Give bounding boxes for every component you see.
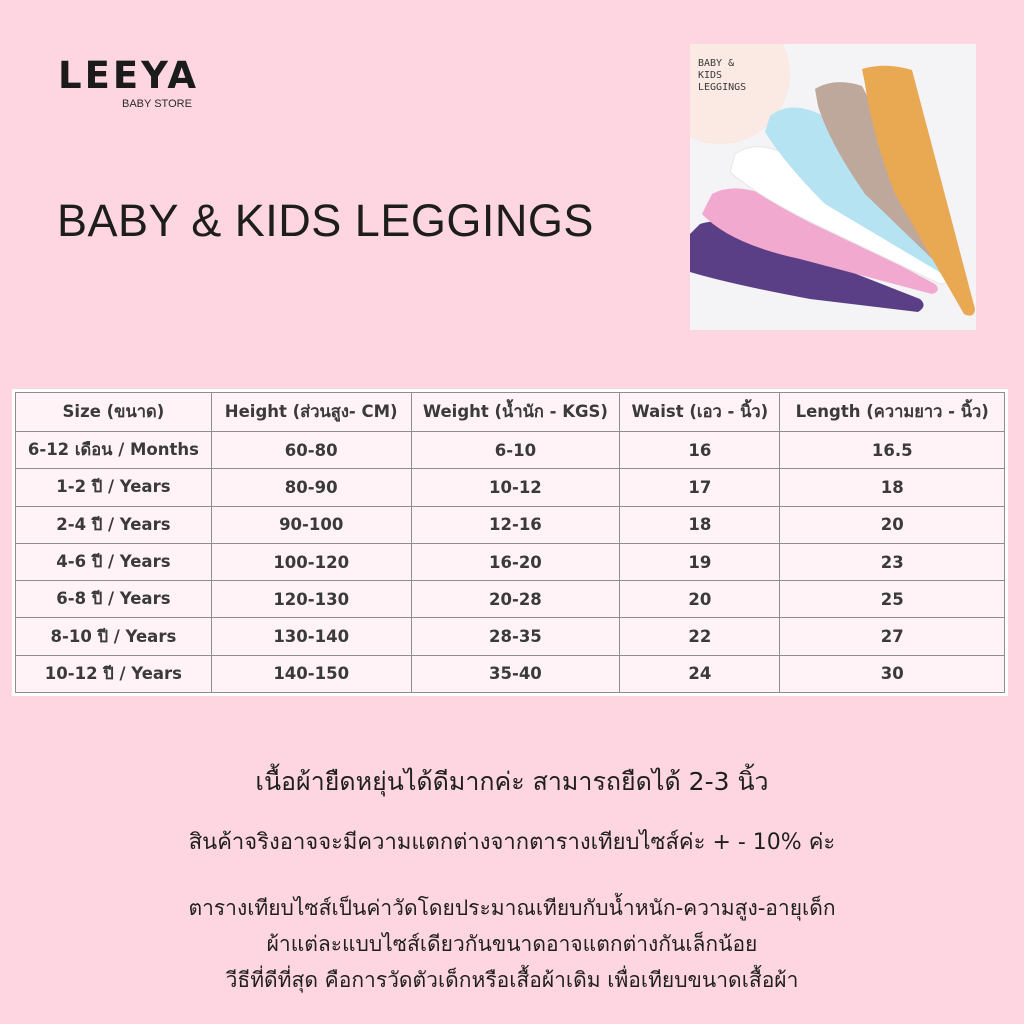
- size-cell: 10-12 ปี / Years: [16, 655, 212, 692]
- table-header-row: [16, 393, 1005, 432]
- height-cell: 60-80: [211, 432, 411, 469]
- waist-cell: 22: [620, 618, 780, 655]
- weight-cell: 16-20: [411, 543, 620, 580]
- column-header-weight: Weight (น้ำนัก - KGS): [411, 393, 620, 432]
- length-cell: 25: [780, 581, 1005, 618]
- size-cell: 1-2 ปี / Years: [16, 469, 212, 506]
- table-row: [16, 506, 1005, 543]
- column-header-length: Length (ความยาว - นิ้ว): [780, 393, 1005, 432]
- weight-cell: 10-12: [411, 469, 620, 506]
- measurement-note-line: วีธีที่ดีที่สุด คือการวัดตัวเด็กหรือเสื้อผ้าเดิม เพื่อเทียบขนาดเสื้อผ้า: [225, 968, 799, 992]
- size-cell: 6-12 เดือน / Months: [16, 432, 212, 469]
- variance-note: สินค้าจริงอาจจะมีความแตกต่างจากตารางเทียบไซส์ค่ะ + - 10% ค่ะ: [188, 830, 836, 855]
- weight-cell: 35-40: [411, 655, 620, 692]
- table-row: [16, 655, 1005, 692]
- measurement-note-line: ผ้าแต่ละแบบไซส์เดียวกันขนาดอาจแตกต่างกันเล็กน้อย: [266, 932, 758, 956]
- height-cell: 90-100: [211, 506, 411, 543]
- height-cell: 80-90: [211, 469, 411, 506]
- height-cell: 100-120: [211, 543, 411, 580]
- size-table: [15, 392, 1005, 693]
- page-title: BABY & KIDS LEGGINGS: [57, 195, 594, 246]
- length-cell: 16.5: [780, 432, 1005, 469]
- table-row: [16, 543, 1005, 580]
- waist-cell: 18: [620, 506, 780, 543]
- weight-cell: 12-16: [411, 506, 620, 543]
- column-header-waist: Waist (เอว - นิ้ว): [620, 393, 780, 432]
- brand-logo: [58, 52, 200, 110]
- weight-cell: 6-10: [411, 432, 620, 469]
- photo-caption: BABY & KIDS LEGGINGS: [698, 58, 747, 93]
- size-cell: 4-6 ปี / Years: [16, 543, 212, 580]
- column-header-height: Height (ส่วนสูง- CM): [211, 393, 411, 432]
- weight-cell: 20-28: [411, 581, 620, 618]
- length-cell: 30: [780, 655, 1005, 692]
- length-cell: 23: [780, 543, 1005, 580]
- table-row: [16, 581, 1005, 618]
- size-cell: 2-4 ปี / Years: [16, 506, 212, 543]
- table-row: [16, 618, 1005, 655]
- measurement-note-line: ตารางเทียบไซส์เป็นค่าวัดโดยประมาณเทียบกับน้ำหนัก-ความสูง-อายุเด็ก: [188, 896, 836, 920]
- waist-cell: 19: [620, 543, 780, 580]
- height-cell: 130-140: [211, 618, 411, 655]
- brand-subtitle: BABY STORE: [122, 98, 192, 110]
- product-photo: [690, 44, 976, 330]
- length-cell: 20: [780, 506, 1005, 543]
- brand-name: LEEYA: [58, 54, 200, 97]
- size-chart: [12, 389, 1008, 696]
- size-cell: 8-10 ปี / Years: [16, 618, 212, 655]
- waist-cell: 24: [620, 655, 780, 692]
- measurement-notes: [0, 890, 1024, 998]
- height-cell: 140-150: [211, 655, 411, 692]
- waist-cell: 16: [620, 432, 780, 469]
- size-cell: 6-8 ปี / Years: [16, 581, 212, 618]
- waist-cell: 20: [620, 581, 780, 618]
- table-row: [16, 469, 1005, 506]
- stretch-note: เนื้อผ้ายืดหยุ่นได้ดีมากค่ะ สามารถยืดได้ 2-3 นิ้ว: [255, 767, 769, 796]
- length-cell: 18: [780, 469, 1005, 506]
- length-cell: 27: [780, 618, 1005, 655]
- column-header-size: Size (ขนาด): [16, 393, 212, 432]
- table-row: [16, 432, 1005, 469]
- waist-cell: 17: [620, 469, 780, 506]
- weight-cell: 28-35: [411, 618, 620, 655]
- height-cell: 120-130: [211, 581, 411, 618]
